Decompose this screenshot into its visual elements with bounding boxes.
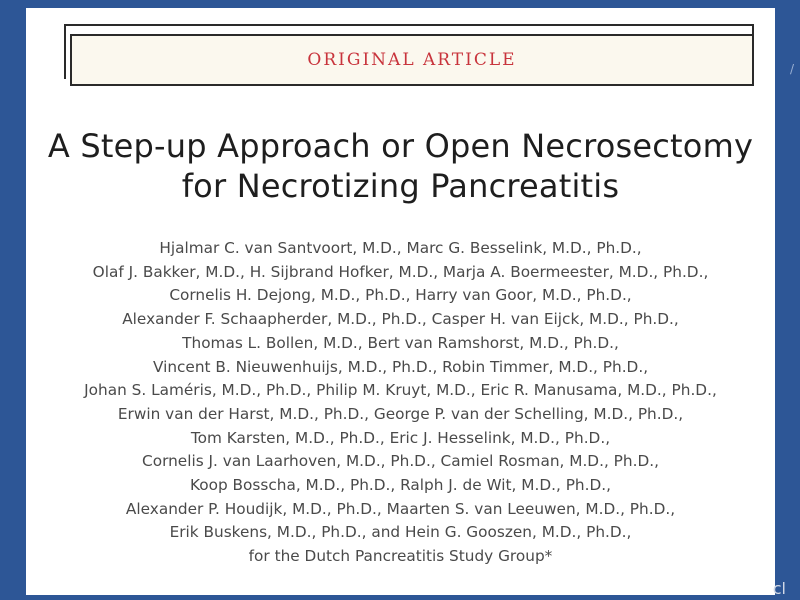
study-group-line: for the Dutch Pancreatitis Study Group* [248, 547, 553, 566]
article-title [26, 126, 775, 206]
author-line: Thomas L. Bollen, M.D., Bert van Ramshorst, M.D., Ph.D., [182, 333, 619, 352]
slide-footer-mark: cl [772, 579, 786, 598]
author-line: Olaf J. Bakker, M.D., H. Sijbrand Hofker, M.D., Marja A. Boermeester, M.D., Ph.D., [92, 262, 709, 281]
author-line: Hjalmar C. van Santvoort, M.D., Marc G. Besselink, M.D., Ph.D., [159, 239, 642, 257]
article-title-line: for Necrotizing Pancreatitis [181, 167, 620, 205]
author-line: Koop Bosscha, M.D., Ph.D., Ralph J. de Wit, M.D., Ph.D., [189, 476, 611, 495]
slide-corner-mark: / [789, 62, 794, 76]
article-type-label: ORIGINAL ARTICLE [307, 50, 517, 70]
author-line: Erwin van der Harst, M.D., Ph.D., George P. van der Schelling, M.D., Ph.D., [117, 404, 684, 423]
author-line: Cornelis H. Dejong, M.D., Ph.D., Harry van Goor, M.D., Ph.D., [169, 286, 632, 305]
author-line: Erik Buskens, M.D., Ph.D., and Hein G. Gooszen, M.D., Ph.D., [169, 523, 632, 542]
author-line: Cornelis J. van Laarhoven, M.D., Ph.D., Camiel Rosman, M.D., Ph.D., [142, 452, 659, 471]
article-page [26, 8, 775, 595]
author-line: Tom Karsten, M.D., Ph.D., Eric J. Hesselink, M.D., Ph.D., [190, 428, 611, 447]
author-line: Alexander P. Houdijk, M.D., Ph.D., Maarten S. van Leeuwen, M.D., Ph.D., [125, 499, 676, 518]
author-line: Johan S. Laméris, M.D., Ph.D., Philip M. Kruyt, M.D., Eric R. Manusama, M.D., Ph.D., [84, 381, 717, 400]
author-line: Vincent B. Nieuwenhuijs, M.D., Ph.D., Robin Timmer, M.D., Ph.D., [152, 357, 649, 376]
article-title-line: A Step-up Approach or Open Necrosectomy [47, 127, 754, 165]
author-list [26, 237, 775, 569]
author-line: Alexander F. Schaapherder, M.D., Ph.D., Casper H. van Eijck, M.D., Ph.D., [122, 310, 679, 329]
article-type-banner [70, 34, 754, 86]
